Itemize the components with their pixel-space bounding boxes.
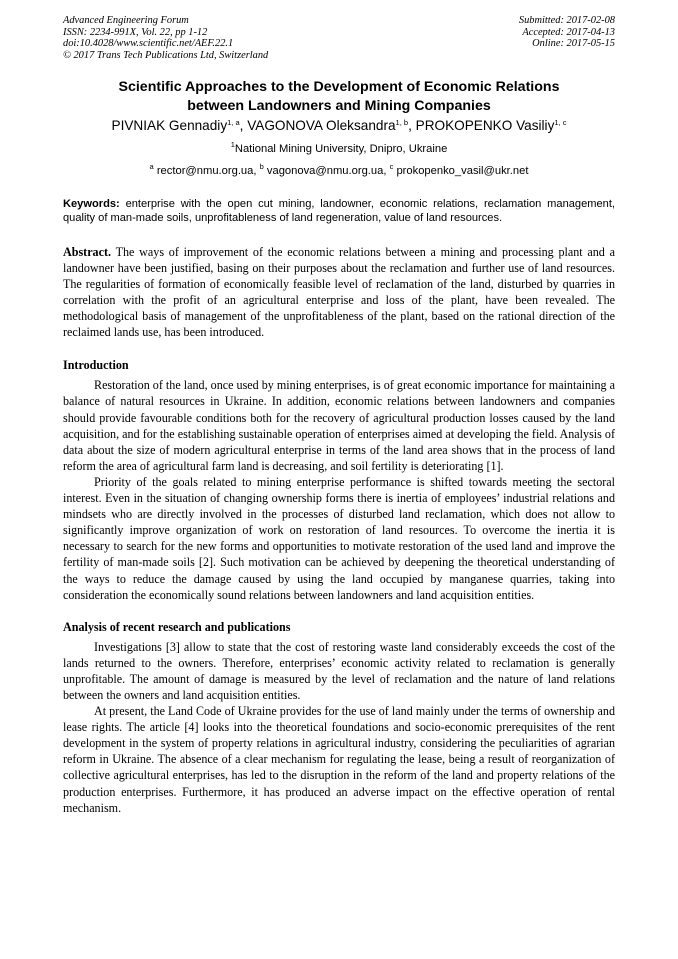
affiliation-superscript: 1 xyxy=(230,140,235,150)
body-paragraph: Priority of the goals related to mining enterprise performance is shifted towards meeting the sectoral interest. Even in the situation of changing ownership forms there is inertia of employees’ industrial relations and mindsets who are directly involved in the processes of disturbed land reclamation, which does not allow to significantly improve organization of work on restoration of land resources. To overcome the inertia it is necessary to search for the new forms and opportunities to motivate restoration of the used land and improve the fertility of man-made soils [2]. Such motivation can be achieved by deepening the theoretical understanding of the ways to reduce the damage caused by using the land occupied by manganese quarries, taking into consideration the economically sound relations between landowners and land acquisition entities. xyxy=(63,474,615,602)
keywords-block xyxy=(63,198,615,225)
separator: , xyxy=(383,165,390,178)
journal-copyright: © 2017 Trans Tech Publications Ltd, Switzerland xyxy=(63,49,269,61)
keywords-label: Keywords: xyxy=(63,198,120,211)
affiliation xyxy=(63,142,615,156)
submitted-date: Submitted: 2017-02-08 xyxy=(518,15,615,26)
journal-doi: doi:10.4028/www.scientific.net/AEF.22.1 xyxy=(63,38,234,50)
author-superscript: 1, c xyxy=(554,118,567,128)
analysis-heading: Analysis of recent research and publications xyxy=(63,619,291,634)
keywords-text: enterprise with the open cut mining, landowner, economic relations, reclamation management, quality of man-made soils, unprofitableness of land regeneration, value of land resources. xyxy=(63,198,615,224)
email-superscript: b xyxy=(259,162,264,172)
journal-issn: ISSN: 2234-991X, Vol. 22, pp 1-12 xyxy=(63,26,208,38)
body-paragraph: Restoration of the land, once used by mining enterprises, is of great economic importance for maintaining a balance of natural resources in Ukraine. In addition, economic relations between landowners and companies should provide favourable conditions both for the recovery of agricultural production losses caused by the land acquisition, and for the establishing sustainable operation of enterprises aimed at developing the field. Analysis of data about the size of modern agricultural enterprise in terms of the land area shows that in the process of land reform the area of agricultural farm land is decreasing, and soil fertility is deteriorating [1]. xyxy=(63,378,615,473)
author-superscript: 1, a xyxy=(227,118,240,128)
separator: , xyxy=(408,118,416,134)
author-name: VAGONOVA Oleksandra xyxy=(247,118,396,134)
separator: , xyxy=(239,118,248,134)
author-name: PROKOPENKO Vasiliy xyxy=(415,118,555,134)
title-line: Scientific Approaches to the Development of Economic Relations xyxy=(118,79,560,96)
journal-name: Advanced Engineering Forum xyxy=(63,15,189,26)
abstract-text: The ways of improvement of the economic relations between a mining and processing plant and a landowner have been justified, basing on their purposes about the reclamation and further use of land resources. The regularities of formation of economically feasible level of reclamation of the land, disturbed by quarries in correlation with the profit of an agricultural enterprise and loss of the plant, have been revealed. The methodological basis of management of the unprofitableness of the plant, based on the rational direction of the reclaimed lands use, has been introduced. xyxy=(63,245,615,340)
introduction-heading: Introduction xyxy=(63,358,129,373)
journal-info xyxy=(63,15,268,61)
affiliation-text: National Mining University, Dnipro, Ukraine xyxy=(234,143,448,156)
email-superscript: c xyxy=(389,162,394,172)
email-link[interactable]: rector@nmu.org.ua xyxy=(156,165,254,178)
author-list xyxy=(63,117,615,135)
author-name: PIVNIAK Gennadiy xyxy=(111,118,228,134)
online-date: Online: 2017-05-15 xyxy=(532,38,615,50)
email-link[interactable]: prokopenko_vasil@ukr.net xyxy=(396,165,529,178)
paper-title xyxy=(63,78,615,116)
author-superscript: 1, b xyxy=(395,118,409,128)
separator: , xyxy=(253,165,260,178)
abstract-label: Abstract. xyxy=(63,245,112,260)
email-list xyxy=(63,164,615,178)
journal-header xyxy=(63,15,615,61)
body-paragraph: Investigations [3] allow to state that the cost of restoring waste land considerably exceeds the cost of the lands returned to the owners. Therefore, enterprises’ economic activity related to reclamation is generally unprofitable. The amount of damage is measured by the level of reclamation and the nature of land relations between the owners and land acquisition entities. xyxy=(63,639,615,702)
body-paragraph: At present, the Land Code of Ukraine provides for the use of land mainly under the terms of ownership and lease rights. The article [4] looks into the theoretical foundations and socio-economic prerequisites of the rent development in the system of property relations in agricultural industry, considering the peculiarities of agrarian reform in Ukraine. The absence of a clear mechanism for regulating the lease, being a result of reorganization of collective agricultural enterprises, has led to the disruption in the reform of the land and property relations of the production enterprises. Furthermore, it has produced an adverse impact on the effective operation of rental mechanism. xyxy=(63,704,615,815)
submission-dates xyxy=(519,15,615,61)
paper-page xyxy=(63,15,615,816)
abstract-block xyxy=(63,244,615,340)
accepted-date: Accepted: 2017-04-13 xyxy=(522,26,615,38)
email-superscript: a xyxy=(149,162,154,172)
title-line: between Landowners and Mining Companies xyxy=(187,98,491,115)
email-link[interactable]: vagonova@nmu.org.ua xyxy=(266,165,384,178)
